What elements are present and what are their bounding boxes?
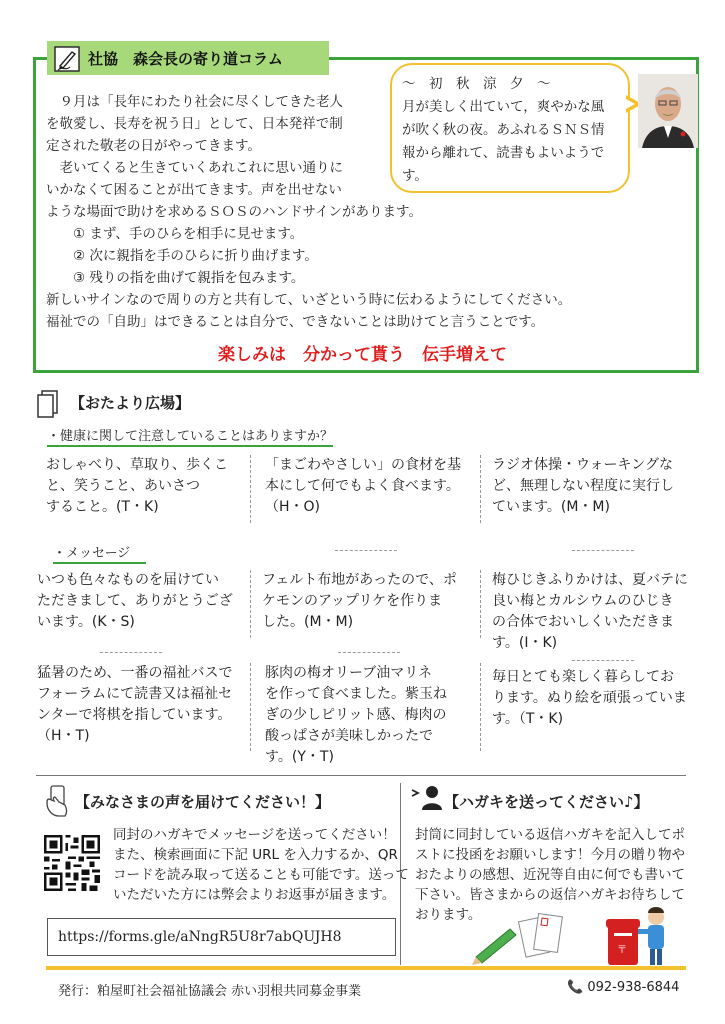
message-item: フェルト布地があったので、ポ ケモンのアップリケを作りま した。(M・M) [262,572,457,630]
post-illustration [470,905,684,965]
message-item: 猛暑のため、一番の福祉バスで フォーラムにて読書又は福祉セ ンターで将棋を指しています。 （H・T) [37,665,233,744]
message-item: いつも色々なものを届けてい ただきまして、ありがとうござ います。(K・S) [37,572,233,630]
column-line: ② 次に親指を手のひらに折り曲げます。 [46,248,318,264]
voice-title: 【みなさまの声を届けてください！】 [75,793,331,811]
postcard-icon [519,914,563,958]
column-divider [250,455,251,523]
column-line: 新しいサインなので周りの方と共有して、いざという時に伝わるようにしてください。 [46,292,572,308]
column-line: いかなくて困ることが出てきます。声を出せない [46,182,342,198]
svg-text:〒: 〒 [617,945,627,956]
health-question-label: ・健康に関して注意していることはありますか？ [47,425,333,447]
otayori-title: 【おたより広場】 [70,394,191,412]
section-divider [36,775,686,776]
bubble-heading: ～ 初 秋 涼 夕 ～ [402,76,551,92]
qr-code[interactable] [44,835,100,891]
column-divider [250,570,251,638]
person-posting-icon [638,907,664,965]
column-divider [480,570,481,638]
publisher-info: 発行：粕屋町社会福祉協議会 赤い羽根共同募金事業 [58,984,362,999]
bubble-line: が吹く秋の夜。あふれるＳＮＳ情 [402,122,605,138]
bubble-line: す。 [402,168,428,184]
row-divider [572,660,634,661]
bubble-line: 報から離れて、読書もよいようで [402,145,605,161]
voice-text: 同封のハガキでメッセージを送ってください！ また、検索画面に下記 URL を入力するか、QR コードを読み取って送ることも可能です。送って いただいた方には弊会よりお返事が届きます。 [113,827,409,903]
health-answer: 「まごわやさしい」の食材を基 本にして何でもよく食べます。 （H・O) [265,457,461,515]
column-divider [480,455,481,523]
mailbox-icon [606,919,640,965]
message-item: 梅ひじきふりかけは、夏バテに 良い梅とカルシウムのひじき の合体でおいしくいただきま す。(I・K) [492,572,688,651]
document-icon [37,390,59,418]
chairman-portrait [638,74,698,148]
column-title: 社協 森会長の寄り道コラム [88,50,283,68]
message-label: ・メッセージ [53,542,146,564]
column-divider [480,663,481,751]
row-divider [338,652,400,653]
postcard-title: 【ハガキを送ってください♪】 [444,793,649,811]
smartphone-hand-icon [45,785,69,817]
slogan: 楽しみは 分かって貰う 伝手増えて [218,345,507,365]
message-item: 毎日とても楽しく暮らしてお ります。ぬり絵を頑張っていま す。（T・K) [492,669,687,727]
health-answer: おしゃべり、草取り、歩くこ と、笑うこと、あいさつ すること。(T・K) [46,457,228,515]
phone-number[interactable]: 📞 092-938-6844 [567,980,680,995]
pencil-icon [472,929,516,965]
bubble-line: 月が美しく出ていて，爽やかな風 [402,99,605,115]
person-speaking-icon [410,784,444,810]
row-divider [100,652,162,653]
column-divider [250,663,251,751]
column-line: ような場面で助けを求めるＳＯＳのハンドサインがあります。 [46,204,422,220]
column-line: 福祉での「自助」はできることは自分で、できないことは助けてと言うことです。 [46,314,545,330]
row-divider [335,550,397,551]
column-line: 定された敬老の日がやってきます。 [46,138,261,154]
column-line: ９月は「長年にわたり社会に尽くしてきた老人 [46,94,343,110]
column-line: を敬愛し、長寿を祝う日」として、日本発祥で制 [46,116,343,132]
phone-icon: 📞 [567,980,584,995]
footer-bar [46,966,686,970]
health-answer: ラジオ体操・ウォーキングな ど、無理しない程度に実行し ています。(M・M) [492,457,674,515]
row-divider [572,550,634,551]
form-url[interactable]: https://forms.gle/aNngR5U8r7abQUJH8 [47,918,396,956]
message-item: 豚肉の梅オリーブ油マリネ を作って食べました。紫玉ね ぎの少しピリット感、梅肉の 酸っぱさが美味しかったで す。(Y・T) [265,665,447,765]
postcard-text: 封筒に同封している返信ハガキを記入してポ ストに投函をお願いします！今月の贈り物や おたよりの感想、近況等自由に何でも書いて 下さい。皆さまからの返信ハガキお待ちして おります。 [415,827,685,923]
column-line: 老いてくると生きていくあれこれに思い通りに [46,160,343,176]
column-line: ① まず、手のひらを相手に見せます。 [46,226,304,242]
pen-icon [54,46,80,72]
column-line: ③ 残りの指を曲げて親指を包みます。 [46,270,305,286]
